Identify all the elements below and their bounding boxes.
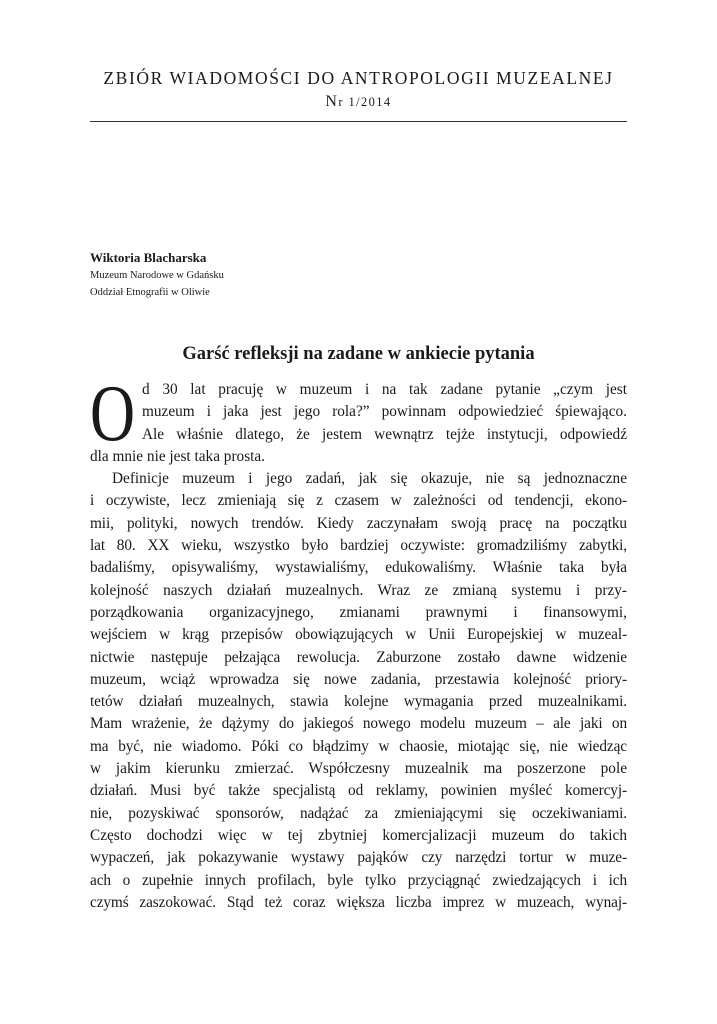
body-line: muzeum, wciąż wprowadza się nowe zadania, przestawia kolejność priory-: [90, 670, 627, 688]
issue-number: r 1/2014: [338, 95, 392, 109]
issue-prefix: N: [325, 93, 339, 110]
body-line: ma być, nie wiadomo. Póki co błądzimy w chaosie, miotając się, nie wiedząc: [90, 737, 627, 755]
body-line: dla mnie nie jest taka prosta.: [90, 447, 266, 465]
body-line: wypaczeń, jak pokazywanie wystawy pająków czy narzędzi tortur w muze-: [90, 849, 627, 867]
author-affiliation-department: Oddział Etnografii w Oliwie: [90, 287, 210, 298]
body-line: czymś zaszokować. Stąd też coraz większa liczba imprez w muzeach, wynaj-: [90, 893, 627, 911]
body-line: lat 80. XX wieku, wszystko było bardziej oczywiste: gromadziliśmy zabytki,: [90, 537, 627, 555]
body-line: d 30 lat pracuję w muzeum i na tak zadane pytanie „czym jest: [142, 381, 627, 398]
body-line: wejściem w krąg przepisów obowiązujących w Unii Europejskiej w muzeal-: [90, 626, 627, 644]
body-line: nictwie następuje pełzająca rewolucja. Zaburzone zostało dawne widzenie: [90, 648, 627, 666]
header-rule: [90, 121, 627, 122]
body-line: Często dochodzi więc w tej zbytniej komercjalizacji muzeum do takich: [90, 826, 627, 844]
body-line: muzeum i jaka jest jego rola?” powinnam odpowiedzieć śpiewająco.: [142, 403, 627, 421]
body-line: mii, polityki, nowych trendów. Kiedy zaczynałam swoją pracę na początku: [90, 514, 627, 532]
drop-cap: O: [90, 370, 136, 458]
article-title: Garść refleksji na zadane w ankiecie pytania: [182, 344, 535, 364]
body-line: badaliśmy, opisywaliśmy, wystawialiśmy, edukowaliśmy. Właśnie taka była: [90, 559, 627, 577]
article-body: [90, 370, 627, 914]
author-name: Wiktoria Blacharska: [90, 250, 207, 265]
body-line: Ale właśnie dlatego, że jestem wewnątrz tejże instytucji, odpowiedź: [142, 425, 627, 443]
journal-title: ZBIÓR WIADOMOŚCI DO ANTROPOLOGII MUZEALNEJ: [103, 68, 614, 88]
body-line: tetów działań muzealnych, stawia kolejne wymagania przed muzealnikami.: [90, 693, 627, 711]
document-page: [90, 0, 627, 1024]
body-line: i oczywiste, lecz zmieniają się z czasem w zależności od tendencji, ekono-: [90, 492, 627, 510]
journal-issue: [90, 92, 627, 112]
body-line: ach o zupełnie innych profilach, byle tylko przyciągnąć zwiedzających i ich: [90, 871, 627, 889]
author-affiliation-museum: Muzeum Narodowe w Gdańsku: [90, 270, 224, 281]
body-line: porządkowania organizacyjnego, zmianami prawnymi i finansowymi,: [90, 603, 627, 621]
body-line: Mam wrażenie, że dążymy do jakiegoś nowego modelu muzeum – ale jaki on: [90, 715, 627, 733]
body-line: w jakim kierunku zmierzać. Współczesny muzealnik ma poszerzone pole: [90, 760, 627, 778]
body-line: kolejność naszych działań muzealnych. Wraz ze zmianą systemu i przy-: [90, 581, 627, 599]
body-line: Definicje muzeum i jego zadań, jak się okazuje, nie są jednoznaczne: [112, 470, 627, 488]
body-line: działań. Musi być także specjalistą od reklamy, powinien myśleć komercyj-: [90, 782, 627, 800]
body-line: nie, pozyskiwać sponsorów, nadążać za zmieniającymi się oczekiwaniami.: [90, 804, 627, 822]
